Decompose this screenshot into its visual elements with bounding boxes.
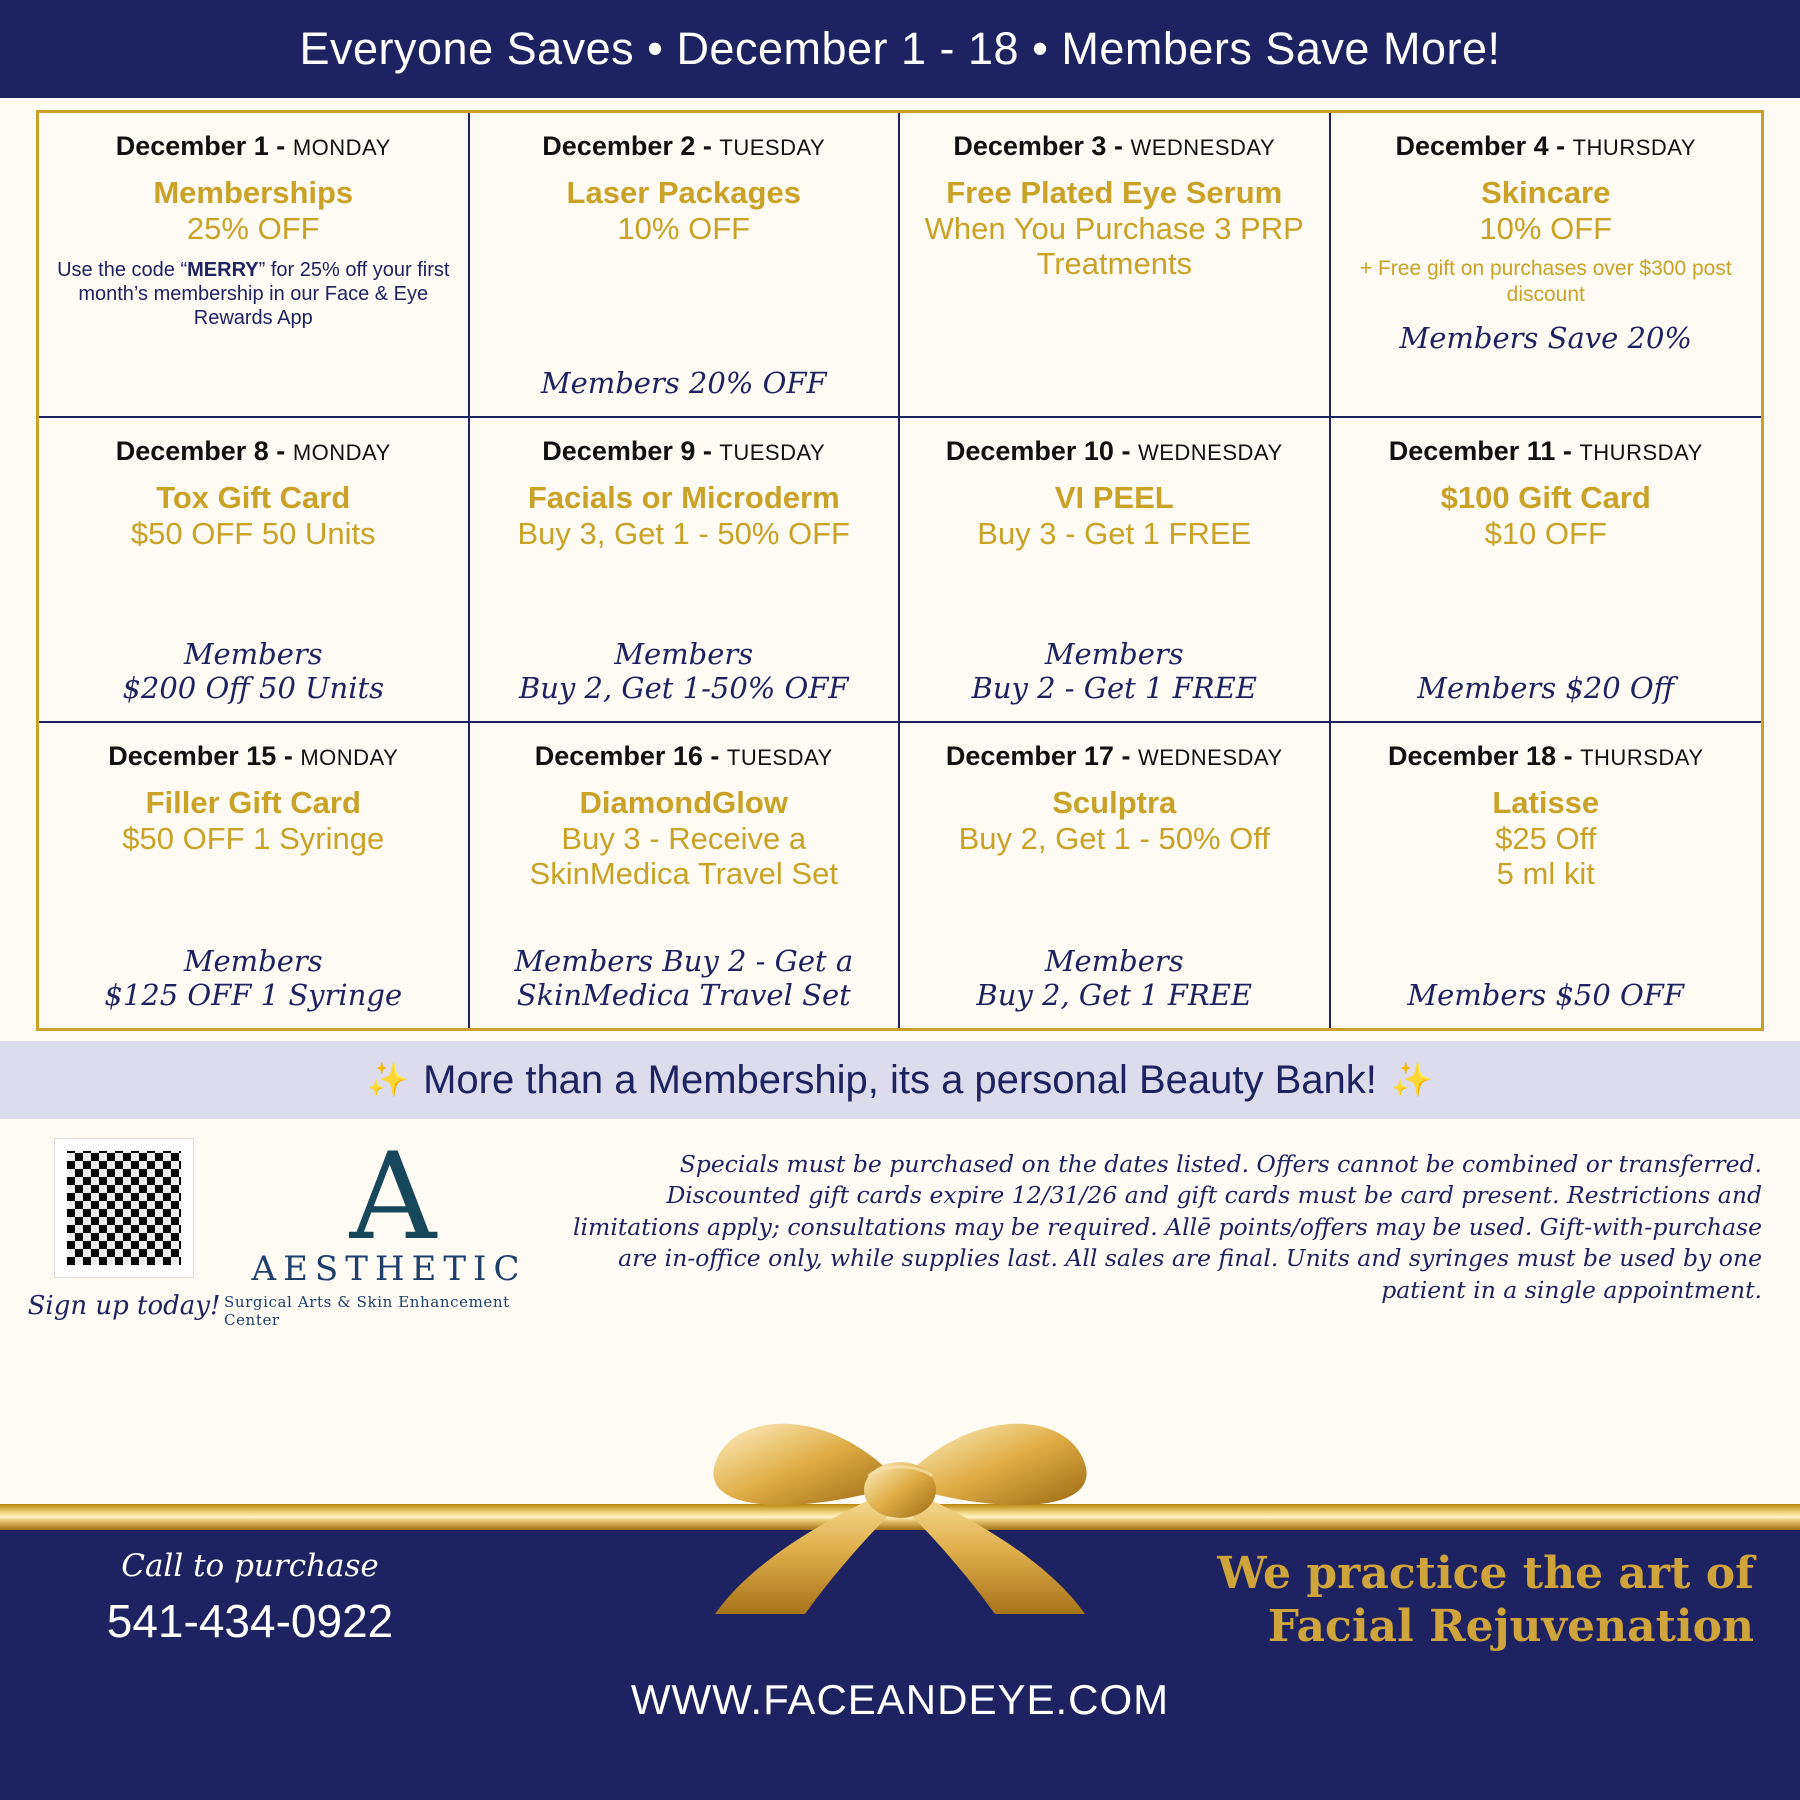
cell-weekday: WEDNESDAY bbox=[1137, 745, 1283, 770]
note-prefix: Use the code “ bbox=[57, 259, 188, 282]
calendar-cell bbox=[900, 723, 1331, 1028]
cell-date-text: December 3 - bbox=[953, 131, 1123, 161]
promo-code: MERRY bbox=[187, 259, 259, 282]
cell-offer-title: Skincare bbox=[1481, 175, 1611, 210]
calendar-cell bbox=[900, 418, 1331, 723]
calendar-cell bbox=[39, 113, 470, 418]
footer-top-row bbox=[0, 1530, 1800, 1654]
calendar-grid bbox=[36, 110, 1764, 1031]
cell-weekday: THURSDAY bbox=[1572, 135, 1696, 160]
note-suffix: ” for 25% off your first month’s membership in our Face & Eye Rewards App bbox=[78, 259, 450, 330]
cell-offer-sub: $50 OFF 1 Syringe bbox=[122, 820, 385, 856]
calendar-cell bbox=[470, 113, 901, 418]
calendar-cell bbox=[39, 723, 470, 1028]
cell-members-offer: Members 20% OFF bbox=[540, 365, 827, 400]
cell-offer-title: Sculptra bbox=[1052, 785, 1177, 820]
calendar-cell bbox=[1331, 418, 1762, 723]
cell-date bbox=[480, 436, 889, 467]
cell-date bbox=[49, 131, 458, 162]
cell-offer-title: Filler Gift Card bbox=[145, 785, 361, 820]
cell-offer-sub: Buy 3 - Receive a SkinMedica Travel Set bbox=[529, 820, 838, 892]
cell-date-text: December 15 - bbox=[108, 741, 293, 771]
cell-date-text: December 11 - bbox=[1388, 436, 1572, 466]
cell-date bbox=[49, 436, 458, 467]
cell-members-offer: Members $200 Off 50 Units bbox=[122, 636, 385, 705]
cell-offer-sub: $25 Off 5 ml kit bbox=[1495, 820, 1597, 892]
tagline-line-2: Facial Rejuvenation bbox=[1267, 1600, 1754, 1652]
cell-offer-sub: $50 OFF 50 Units bbox=[130, 515, 376, 551]
cell-offer-sub: When You Purchase 3 PRP Treatments bbox=[924, 210, 1304, 282]
cell-offer-title: Free Plated Eye Serum bbox=[946, 175, 1283, 210]
footer bbox=[0, 1530, 1800, 1800]
cell-members-offer: Members $50 OFF bbox=[1407, 977, 1685, 1012]
calendar-section bbox=[0, 98, 1800, 1031]
cell-date bbox=[49, 741, 458, 772]
cell-promo-code-note bbox=[49, 258, 458, 330]
cell-date-text: December 4 - bbox=[1395, 131, 1566, 161]
cell-date-text: December 8 - bbox=[115, 436, 286, 466]
cell-offer-sub: $10 OFF bbox=[1484, 515, 1607, 551]
membership-strip-text: More than a Membership, its a personal Beauty Bank! bbox=[423, 1057, 1377, 1102]
cell-date bbox=[1341, 436, 1752, 467]
promo-banner-text: Everyone Saves • December 1 - 18 • Members Save More! bbox=[299, 23, 1501, 74]
logo-name: AESTHETIC bbox=[251, 1249, 527, 1289]
cell-offer-title: $100 Gift Card bbox=[1440, 480, 1651, 515]
cell-members-offer: Members Save 20% bbox=[1399, 320, 1692, 355]
cell-date bbox=[1341, 741, 1752, 772]
calendar-cell bbox=[900, 113, 1331, 418]
sparkle-icon: ✨ bbox=[1390, 1061, 1434, 1099]
cell-gift-note: + Free gift on purchases over $300 post discount bbox=[1359, 257, 1732, 306]
call-label: Call to purchase bbox=[121, 1548, 379, 1584]
cell-weekday: THURSDAY bbox=[1579, 440, 1703, 465]
cell-offer-sub: Buy 2, Get 1 - 50% Off bbox=[958, 820, 1270, 856]
cell-weekday: WEDNESDAY bbox=[1137, 440, 1283, 465]
fine-print: Specials must be purchased on the dates listed. Offers cannot be combined or transferred. Discounted gift cards expire 12/31/26 and gift cards must be card present. Restrictions and limitations apply; consultations may be required. Allē points/offers may be used. Gift-with-purchase are in-office only, while supplies last. All sales are final. Units and syringes must be used by one patient in a single appointment. bbox=[573, 1150, 1762, 1304]
brand-logo bbox=[224, 1128, 554, 1504]
cell-date-text: December 1 - bbox=[115, 131, 286, 161]
cell-date-text: December 18 - bbox=[1387, 741, 1573, 771]
signup-label: Sign up today! bbox=[27, 1291, 221, 1321]
cell-date bbox=[480, 741, 889, 772]
cell-offer-sub: Buy 3 - Get 1 FREE bbox=[977, 515, 1252, 551]
calendar-cell bbox=[470, 723, 901, 1028]
membership-strip bbox=[0, 1041, 1800, 1119]
tagline-line-1: We practice the art of bbox=[1217, 1548, 1754, 1599]
cell-date-text: December 16 - bbox=[534, 741, 720, 771]
logo-tagline: Surgical Arts & Skin Enhancement Center bbox=[224, 1293, 510, 1329]
cell-members-offer: Members $125 OFF 1 Syringe bbox=[104, 943, 403, 1012]
cell-offer-sub: 25% OFF bbox=[186, 210, 320, 246]
cell-offer-title: Facials or Microderm bbox=[527, 480, 840, 515]
cell-offer-sub: Buy 3, Get 1 - 50% OFF bbox=[517, 515, 850, 551]
cell-date bbox=[910, 436, 1319, 467]
cell-date-text: December 9 - bbox=[542, 436, 712, 466]
cell-offer-title: Laser Packages bbox=[566, 175, 801, 210]
qr-code-icon[interactable] bbox=[55, 1139, 193, 1277]
cell-offer-title: Latisse bbox=[1492, 785, 1600, 820]
cell-weekday: MONDAY bbox=[292, 135, 391, 160]
call-block bbox=[40, 1548, 460, 1648]
cell-date-text: December 2 - bbox=[542, 131, 712, 161]
cell-offer-title: VI PEEL bbox=[1054, 480, 1174, 515]
cell-offer-title: DiamondGlow bbox=[579, 785, 788, 820]
cell-offer-sub: 10% OFF bbox=[617, 210, 751, 246]
sparkle-icon: ✨ bbox=[366, 1061, 410, 1099]
cell-members-offer: Members Buy 2 - Get a SkinMedica Travel Set bbox=[514, 943, 854, 1012]
cell-weekday: TUESDAY bbox=[719, 135, 826, 160]
cell-weekday: TUESDAY bbox=[726, 745, 833, 770]
cell-date bbox=[480, 131, 889, 162]
cell-members-offer: Members Buy 2, Get 1 FREE bbox=[976, 943, 1253, 1012]
promo-banner bbox=[0, 0, 1800, 98]
tagline-block bbox=[1217, 1548, 1760, 1654]
cell-date bbox=[910, 741, 1319, 772]
cell-offer-title: Tox Gift Card bbox=[156, 480, 351, 515]
cell-members-offer: Members Buy 2 - Get 1 FREE bbox=[971, 636, 1257, 705]
calendar-cell bbox=[1331, 723, 1762, 1028]
logo-monogram-icon: A bbox=[349, 1128, 429, 1267]
cell-weekday: WEDNESDAY bbox=[1130, 135, 1276, 160]
cell-weekday: MONDAY bbox=[300, 745, 399, 770]
info-section bbox=[0, 1119, 1800, 1504]
cell-offer-title: Memberships bbox=[153, 175, 354, 210]
qr-column bbox=[24, 1133, 224, 1504]
cell-date-text: December 17 - bbox=[945, 741, 1131, 771]
calendar-cell bbox=[39, 418, 470, 723]
gold-divider bbox=[0, 1504, 1800, 1530]
cell-offer-sub: 10% OFF bbox=[1479, 210, 1613, 246]
calendar-cell bbox=[470, 418, 901, 723]
cell-weekday: TUESDAY bbox=[719, 440, 826, 465]
phone-number[interactable]: 541-434-0922 bbox=[106, 1595, 394, 1647]
cell-weekday: MONDAY bbox=[292, 440, 391, 465]
cell-date bbox=[1341, 131, 1752, 162]
cell-weekday: THURSDAY bbox=[1580, 745, 1704, 770]
cell-date bbox=[910, 131, 1319, 162]
website-url[interactable]: WWW.FACEANDEYE.COM bbox=[630, 1675, 1170, 1723]
cell-members-offer: Members $20 Off bbox=[1417, 670, 1675, 705]
calendar-cell bbox=[1331, 113, 1762, 418]
cell-members-offer: Members Buy 2, Get 1-50% OFF bbox=[518, 636, 849, 705]
cell-date-text: December 10 - bbox=[945, 436, 1131, 466]
